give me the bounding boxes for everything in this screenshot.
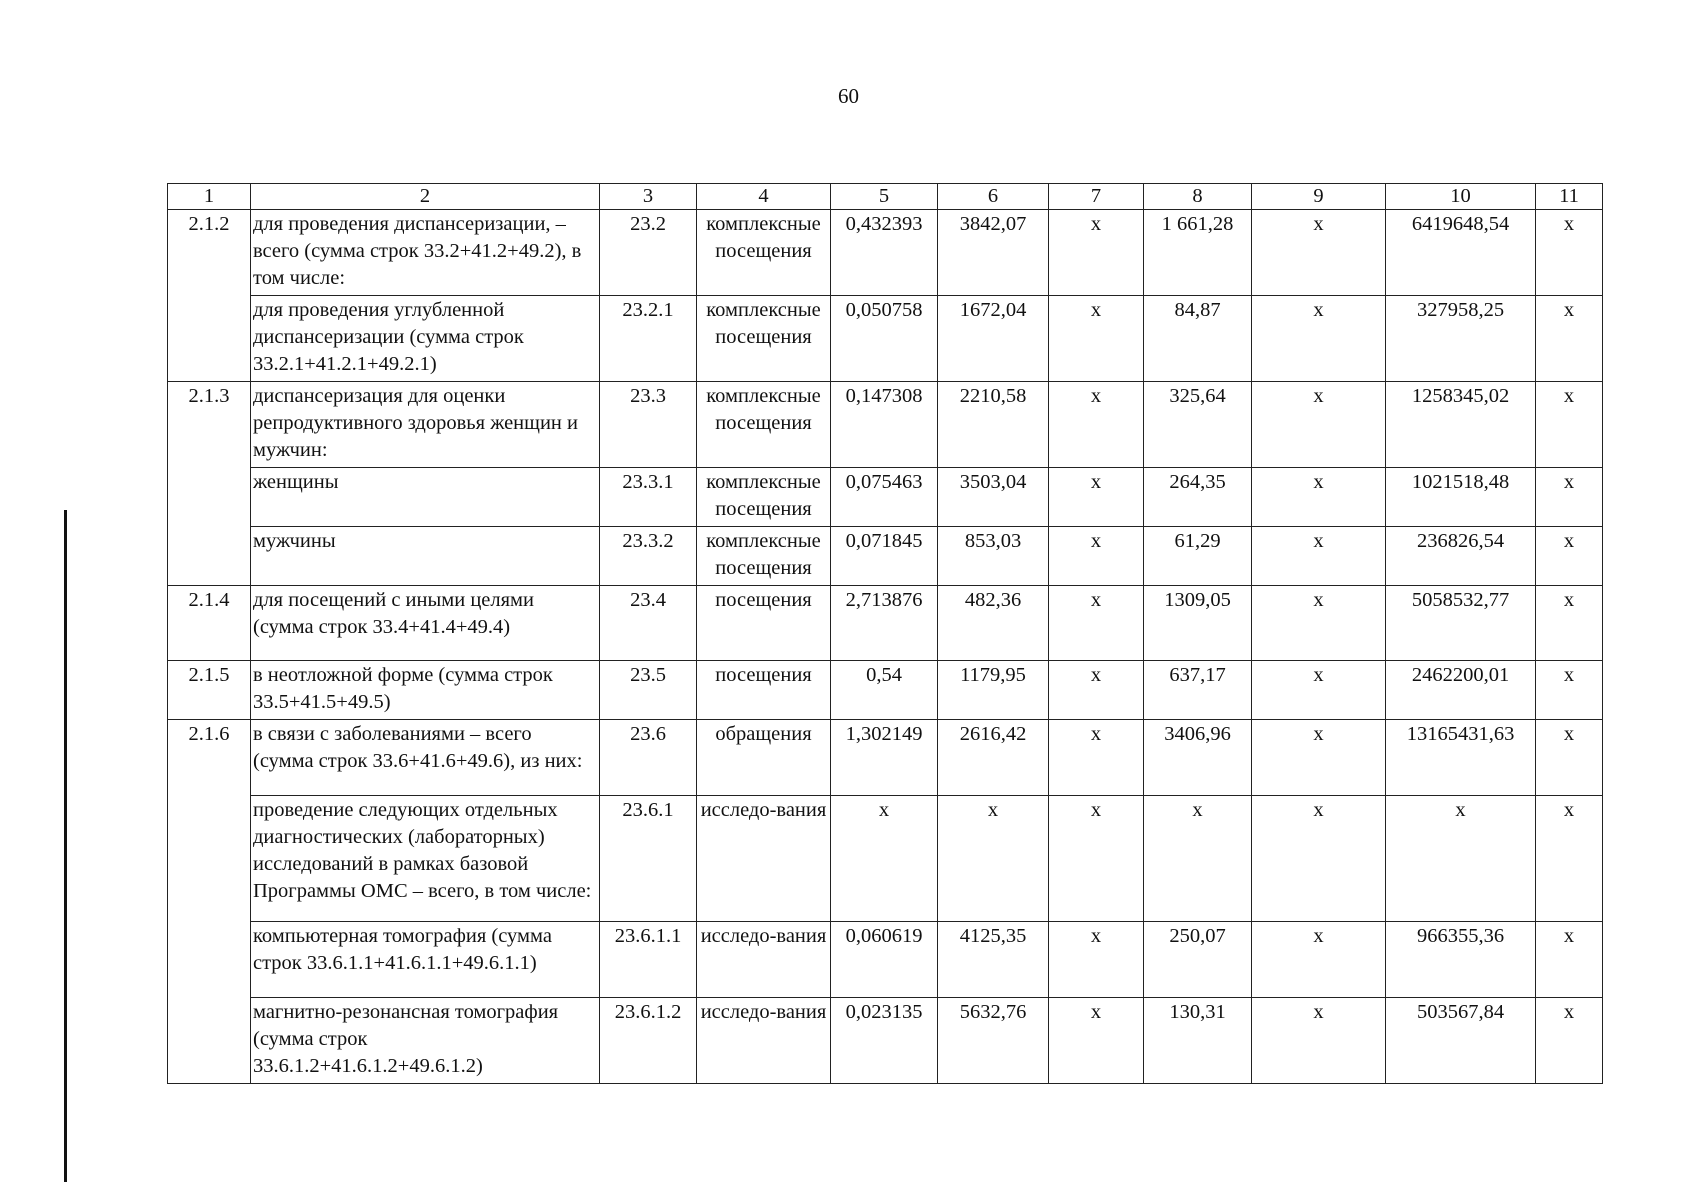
row-col8-cell: 84,87 <box>1144 296 1252 382</box>
row-col5-cell: х <box>831 796 938 922</box>
row-code-cell: 23.3.2 <box>600 527 697 586</box>
row-col10-cell: 1021518,48 <box>1386 468 1536 527</box>
row-col5-cell: 2,713876 <box>831 586 938 661</box>
row-col11-cell: х <box>1536 586 1603 661</box>
row-col10-cell: 5058532,77 <box>1386 586 1536 661</box>
table-row <box>168 661 1603 720</box>
row-col8-cell: 1309,05 <box>1144 586 1252 661</box>
row-col11-cell: х <box>1536 468 1603 527</box>
row-col6-cell: 1179,95 <box>938 661 1049 720</box>
row-col6-cell: 4125,35 <box>938 922 1049 998</box>
column-header-6: 6 <box>938 184 1049 210</box>
row-col9-cell: х <box>1252 468 1386 527</box>
row-col11-cell: х <box>1536 527 1603 586</box>
row-code-cell: 23.4 <box>600 586 697 661</box>
row-unit-cell: комплексные посещения <box>697 468 831 527</box>
row-col6-cell: 5632,76 <box>938 998 1049 1084</box>
row-code-cell: 23.6 <box>600 720 697 796</box>
row-col6-cell: 2210,58 <box>938 382 1049 468</box>
row-col10-cell: 503567,84 <box>1386 998 1536 1084</box>
row-name-cell: мужчины <box>251 527 600 586</box>
row-number-cell: 2.1.6 <box>168 720 251 1084</box>
row-col8-cell: 250,07 <box>1144 922 1252 998</box>
row-col5-cell: 0,050758 <box>831 296 938 382</box>
row-name-cell: для проведения диспансеризации, – всего (сумма строк 33.2+41.2+49.2), в том числе: <box>251 210 600 296</box>
row-name-cell: в неотложной форме (сумма строк 33.5+41.5+49.5) <box>251 661 600 720</box>
row-col9-cell: х <box>1252 210 1386 296</box>
table-row <box>168 468 1603 527</box>
row-col8-cell: 325,64 <box>1144 382 1252 468</box>
column-header-11: 11 <box>1536 184 1603 210</box>
row-col5-cell: 0,432393 <box>831 210 938 296</box>
row-col10-cell: 966355,36 <box>1386 922 1536 998</box>
row-col9-cell: х <box>1252 998 1386 1084</box>
table-row <box>168 796 1603 922</box>
row-col11-cell: х <box>1536 296 1603 382</box>
row-col9-cell: х <box>1252 296 1386 382</box>
row-col10-cell: 236826,54 <box>1386 527 1536 586</box>
row-col7-cell: х <box>1049 796 1144 922</box>
row-col8-cell: х <box>1144 796 1252 922</box>
column-header-10: 10 <box>1386 184 1536 210</box>
row-col11-cell: х <box>1536 210 1603 296</box>
row-col8-cell: 1 661,28 <box>1144 210 1252 296</box>
column-header-3: 3 <box>600 184 697 210</box>
row-unit-cell: комплексные посещения <box>697 296 831 382</box>
row-number-cell: 2.1.4 <box>168 586 251 661</box>
row-col9-cell: х <box>1252 922 1386 998</box>
row-col11-cell: х <box>1536 382 1603 468</box>
row-unit-cell: комплексные посещения <box>697 210 831 296</box>
margin-scan-line <box>64 510 67 1182</box>
page-number: 60 <box>838 84 859 108</box>
row-unit-cell: посещения <box>697 586 831 661</box>
row-col11-cell: х <box>1536 922 1603 998</box>
row-col7-cell: х <box>1049 922 1144 998</box>
row-col7-cell: х <box>1049 296 1144 382</box>
row-col8-cell: 264,35 <box>1144 468 1252 527</box>
row-col10-cell: 327958,25 <box>1386 296 1536 382</box>
row-col11-cell: х <box>1536 720 1603 796</box>
row-col7-cell: х <box>1049 998 1144 1084</box>
table-row <box>168 296 1603 382</box>
table-row <box>168 586 1603 661</box>
row-col7-cell: х <box>1049 468 1144 527</box>
table-row <box>168 527 1603 586</box>
data-table <box>167 183 1603 1084</box>
row-col8-cell: 637,17 <box>1144 661 1252 720</box>
row-col7-cell: х <box>1049 210 1144 296</box>
row-name-cell: для посещений с иными целями (сумма строк 33.4+41.4+49.4) <box>251 586 600 661</box>
table-row <box>168 998 1603 1084</box>
row-col9-cell: х <box>1252 661 1386 720</box>
row-col5-cell: 0,023135 <box>831 998 938 1084</box>
row-col6-cell: 3503,04 <box>938 468 1049 527</box>
row-code-cell: 23.3.1 <box>600 468 697 527</box>
row-code-cell: 23.6.1.2 <box>600 998 697 1084</box>
row-unit-cell: исследо-вания <box>697 998 831 1084</box>
row-name-cell: для проведения углубленной диспансеризации (сумма строк 33.2.1+41.2.1+49.2.1) <box>251 296 600 382</box>
row-col9-cell: х <box>1252 527 1386 586</box>
row-name-cell: проведение следующих отдельных диагностических (лабораторных) исследований в рамках базовой Программы ОМС – всего, в том числе: <box>251 796 600 922</box>
row-col10-cell: х <box>1386 796 1536 922</box>
column-header-7: 7 <box>1049 184 1144 210</box>
table-row <box>168 210 1603 296</box>
row-unit-cell: комплексные посещения <box>697 527 831 586</box>
row-unit-cell: посещения <box>697 661 831 720</box>
row-col10-cell: 1258345,02 <box>1386 382 1536 468</box>
row-name-cell: диспансеризация для оценки репродуктивного здоровья женщин и мужчин: <box>251 382 600 468</box>
column-header-5: 5 <box>831 184 938 210</box>
row-col5-cell: 0,075463 <box>831 468 938 527</box>
row-col7-cell: х <box>1049 527 1144 586</box>
row-col6-cell: х <box>938 796 1049 922</box>
row-col5-cell: 0,071845 <box>831 527 938 586</box>
header-row <box>168 184 1603 210</box>
row-number-cell: 2.1.5 <box>168 661 251 720</box>
row-col5-cell: 1,302149 <box>831 720 938 796</box>
row-col9-cell: х <box>1252 796 1386 922</box>
row-col8-cell: 130,31 <box>1144 998 1252 1084</box>
row-col11-cell: х <box>1536 998 1603 1084</box>
row-col7-cell: х <box>1049 382 1144 468</box>
row-code-cell: 23.2 <box>600 210 697 296</box>
table-row <box>168 382 1603 468</box>
row-col9-cell: х <box>1252 720 1386 796</box>
row-code-cell: 23.6.1.1 <box>600 922 697 998</box>
row-col7-cell: х <box>1049 661 1144 720</box>
column-header-1: 1 <box>168 184 251 210</box>
row-col9-cell: х <box>1252 382 1386 468</box>
row-col5-cell: 0,060619 <box>831 922 938 998</box>
row-name-cell: магнитно-резонансная томография (сумма строк 33.6.1.2+41.6.1.2+49.6.1.2) <box>251 998 600 1084</box>
row-col5-cell: 0,54 <box>831 661 938 720</box>
row-number-cell: 2.1.3 <box>168 382 251 586</box>
row-col6-cell: 853,03 <box>938 527 1049 586</box>
row-col5-cell: 0,147308 <box>831 382 938 468</box>
row-col11-cell: х <box>1536 661 1603 720</box>
row-code-cell: 23.2.1 <box>600 296 697 382</box>
row-name-cell: компьютерная томография (сумма строк 33.6.1.1+41.6.1.1+49.6.1.1) <box>251 922 600 998</box>
row-number-cell: 2.1.2 <box>168 210 251 382</box>
row-unit-cell: исследо-вания <box>697 796 831 922</box>
row-col11-cell: х <box>1536 796 1603 922</box>
column-header-8: 8 <box>1144 184 1252 210</box>
row-col8-cell: 3406,96 <box>1144 720 1252 796</box>
row-code-cell: 23.6.1 <box>600 796 697 922</box>
column-header-2: 2 <box>251 184 600 210</box>
row-unit-cell: обращения <box>697 720 831 796</box>
row-col6-cell: 2616,42 <box>938 720 1049 796</box>
row-code-cell: 23.5 <box>600 661 697 720</box>
table-row <box>168 720 1603 796</box>
row-col7-cell: х <box>1049 586 1144 661</box>
row-col8-cell: 61,29 <box>1144 527 1252 586</box>
row-col10-cell: 13165431,63 <box>1386 720 1536 796</box>
row-col10-cell: 6419648,54 <box>1386 210 1536 296</box>
table-row <box>168 922 1603 998</box>
column-header-4: 4 <box>697 184 831 210</box>
row-name-cell: женщины <box>251 468 600 527</box>
row-col10-cell: 2462200,01 <box>1386 661 1536 720</box>
row-col9-cell: х <box>1252 586 1386 661</box>
row-col6-cell: 482,36 <box>938 586 1049 661</box>
row-col7-cell: х <box>1049 720 1144 796</box>
row-col6-cell: 3842,07 <box>938 210 1049 296</box>
row-code-cell: 23.3 <box>600 382 697 468</box>
column-header-9: 9 <box>1252 184 1386 210</box>
row-col6-cell: 1672,04 <box>938 296 1049 382</box>
row-name-cell: в связи с заболеваниями – всего (сумма строк 33.6+41.6+49.6), из них: <box>251 720 600 796</box>
row-unit-cell: исследо-вания <box>697 922 831 998</box>
row-unit-cell: комплексные посещения <box>697 382 831 468</box>
